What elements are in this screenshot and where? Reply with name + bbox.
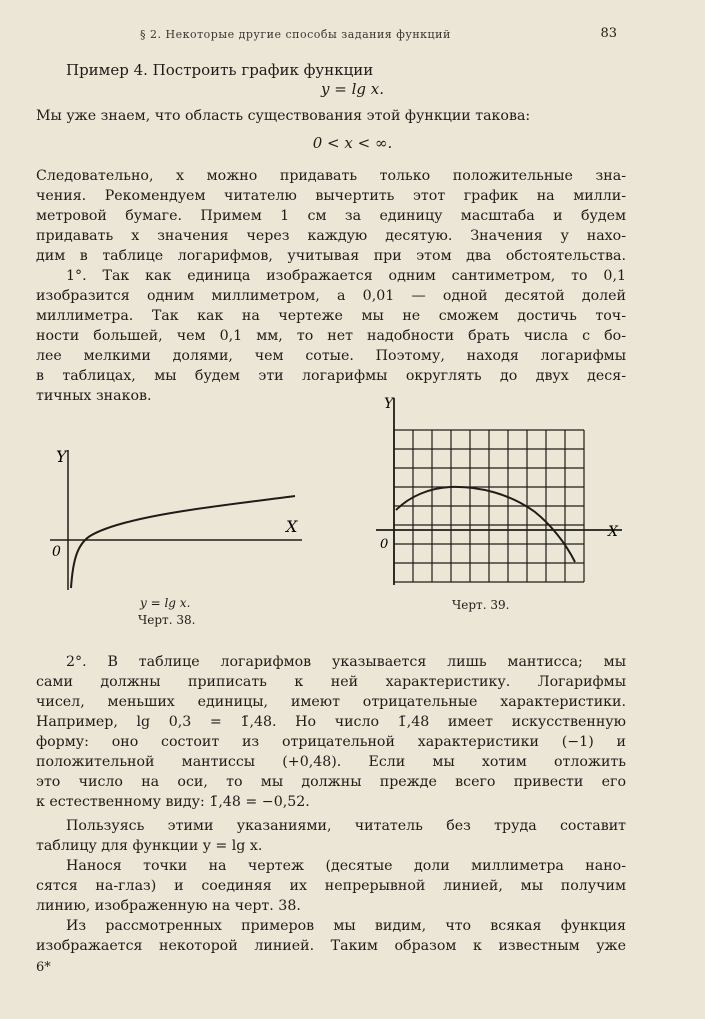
signature-mark: 6* bbox=[36, 960, 51, 975]
text-line: изображается некоторой линией. Таким образом к известным уже bbox=[36, 938, 626, 954]
text-line: линию, изображенную на черт. 38. bbox=[36, 898, 301, 914]
text-line: ности большей, чем 0,1 мм, то нет надобности брать числа с бо- bbox=[36, 328, 626, 344]
text-line: сами должны приписать к ней характеристику. Логарифмы bbox=[36, 674, 626, 690]
text-line: форму: оно состоит из отрицательной характеристики (−1) и bbox=[36, 734, 626, 750]
example-formula: y = lg x. bbox=[321, 80, 384, 98]
x-axis-label: X bbox=[286, 517, 298, 536]
text-line: чисел, меньших единицы, имеют отрицательные характеристики. bbox=[36, 694, 626, 710]
paragraph-2 bbox=[36, 266, 626, 406]
text-line: дим в таблице логарифмов, учитывая при этом два обстоятельства. bbox=[36, 248, 626, 264]
y-axis-label: Y bbox=[56, 447, 67, 466]
origin-label: 0 bbox=[52, 544, 61, 560]
figure-38-graph bbox=[40, 440, 310, 610]
figure-38-formula: y = lg x. bbox=[140, 596, 191, 610]
text-line: Пользуясь этими указаниями, читатель без труда составит bbox=[66, 818, 626, 834]
paragraph-4 bbox=[36, 816, 626, 856]
text-line: миллиметра. Так как на чертеже мы не сможем достичь точ- bbox=[36, 308, 626, 324]
text-line: таблицу для функции y = lg x. bbox=[36, 838, 263, 854]
paragraph-6 bbox=[36, 916, 626, 956]
running-title: § 2. Некоторые другие способы задания функций bbox=[140, 28, 451, 41]
text-line: придавать x значения через каждую десятую. Значения y нахо- bbox=[36, 228, 626, 244]
text-line: изобразится одним миллиметром, а 0,01 — одной десятой долей bbox=[36, 288, 626, 304]
text-line: сятся на-глаз) и соединяя их непрерывной линией, мы получим bbox=[36, 878, 626, 894]
paragraph-5 bbox=[36, 856, 626, 916]
text-line: тичных знаков. bbox=[36, 388, 152, 404]
text-line: Нанося точки на чертеж (десятые доли миллиметра нано- bbox=[66, 858, 626, 874]
figure-39-caption: Черт. 39. bbox=[452, 598, 510, 612]
text-line: положительной мантиссы (+0,48). Если мы хотим отложить bbox=[36, 754, 626, 770]
paragraph-3 bbox=[36, 652, 626, 812]
figure-39-graph bbox=[370, 390, 630, 600]
origin-label: 0 bbox=[380, 537, 389, 552]
millimeter-grid bbox=[394, 430, 584, 582]
text-line: к естественному виду: 1̄,48 = −0,52. bbox=[36, 794, 310, 810]
text-line: лее мелкими долями, чем сотые. Поэтому, находя логарифмы bbox=[36, 348, 626, 364]
text-line: это число на оси, то мы должны прежде всего привести его bbox=[36, 774, 626, 790]
text-line: 1°. Так как единица изображается одним сантиметром, то 0,1 bbox=[66, 268, 626, 284]
example-title: Пример 4. Построить график функции bbox=[66, 61, 374, 79]
domain-intro: Мы уже знаем, что область существования этой функции такова: bbox=[36, 108, 531, 124]
domain-inequality: 0 < x < ∞. bbox=[312, 134, 393, 152]
text-line: Из рассмотренных примеров мы видим, что всякая функция bbox=[66, 918, 626, 934]
text-line: Например, lg 0,3 = 1̄,48. Но число 1̄,48 имеет искусственную bbox=[36, 714, 626, 730]
page-number: 83 bbox=[600, 26, 617, 41]
x-axis-label: X bbox=[608, 524, 618, 540]
text-line: метровой бумаге. Примем 1 см за единицу масштаба и будем bbox=[36, 208, 626, 224]
text-line: 2°. В таблице логарифмов указывается лишь мантисса; мы bbox=[66, 654, 626, 670]
log-curve bbox=[71, 496, 295, 588]
figure-38-caption: Черт. 38. bbox=[138, 613, 196, 627]
text-line: чения. Рекомендуем читателю вычертить этот график на милли- bbox=[36, 188, 626, 204]
text-line: Следовательно, x можно придавать только положительные зна- bbox=[36, 168, 626, 184]
y-axis-label: Y bbox=[384, 396, 394, 412]
paragraph-1 bbox=[36, 166, 626, 266]
text-line: в таблицах, мы будем эти логарифмы округлять до двух деся- bbox=[36, 368, 626, 384]
